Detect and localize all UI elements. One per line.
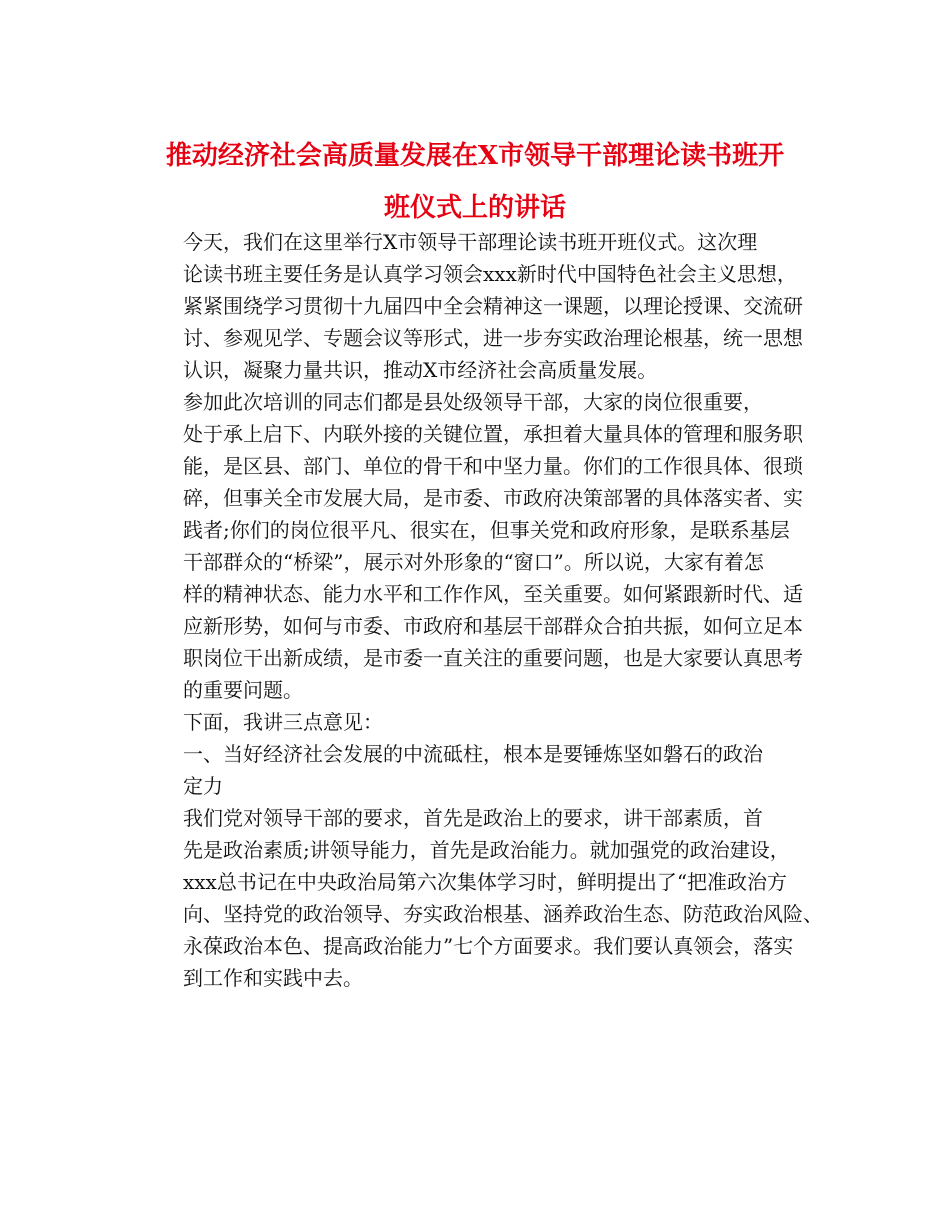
paragraph-line: xxx总书记在中央政治局第六次集体学习时，鲜明提出了“把准政治方: [183, 870, 788, 894]
paragraph: [143, 802, 823, 994]
paragraph: [143, 706, 815, 738]
paragraph-line: 先是政治素质;讲领导能力，首先是政治能力。就加强党的政治建设，: [183, 838, 790, 862]
paragraph-line: 的重要问题。: [183, 678, 303, 702]
paragraph-line: 职岗位干出新成绩，是市委一直关注的重要问题，也是大家要认真思考: [183, 646, 803, 670]
paragraph-line: 下面，我讲三点意见：: [183, 710, 383, 734]
title-line-1: 推动经济社会高质量发展在X市领导干部理论读书班开: [165, 141, 785, 171]
paragraph-line: 一、当好经济社会发展的中流砥柱，根本是要锤炼坚如磐石的政治: [183, 742, 763, 766]
paragraph-line: 认识，凝聚力量共识，推动X市经济社会高质量发展。: [183, 358, 658, 382]
paragraph-line: 干部群众的“桥梁”，展示对外形象的“窗口”。所以说，大家有着怎: [183, 550, 764, 574]
paragraph-line: 处于承上启下、内联外接的关键位置，承担着大量具体的管理和服务职: [183, 422, 803, 446]
paragraph-line: 能，是区县、部门、单位的骨干和中坚力量。你们的工作很具体、很琐: [183, 454, 803, 478]
paragraph-line: 到工作和实践中去。: [183, 966, 363, 990]
paragraph-line: 今天，我们在这里举行X市领导干部理论读书班开班仪式。这次理: [183, 230, 758, 254]
paragraph-line: 我们党对领导干部的要求，首先是政治上的要求，讲干部素质，首: [183, 806, 763, 830]
paragraph-line: 参加此次培训的同志们都是县处级领导干部，大家的岗位很重要，: [183, 390, 763, 414]
paragraph-line: 紧紧围绕学习贯彻十九届四中全会精神这一课题，以理论授课、交流研: [183, 294, 803, 318]
title-line-2: 班仪式上的讲话: [383, 193, 566, 223]
paragraph-line: 论读书班主要任务是认真学习领会xxx新时代中国特色社会主义思想，: [183, 262, 797, 286]
paragraph-line: 讨、参观见学、专题会议等形式，进一步夯实政治理论根基，统一思想: [183, 326, 803, 350]
paragraph-line: 碎，但事关全市发展大局，是市委、市政府决策部署的具体落实者、实: [183, 486, 803, 510]
document-title: [130, 130, 820, 234]
paragraph: [143, 738, 815, 802]
paragraph-line: 应新形势，如何与市委、市政府和基层干部群众合拍共振，如何立足本: [183, 614, 803, 638]
paragraph-line: 向、坚持党的政治领导、夯实政治根基、涵养政治生态、防范政治风险、: [183, 902, 823, 926]
paragraph: [143, 226, 815, 386]
paragraph-line: 永葆政治本色、提高政治能力”七个方面要求。我们要认真领会，落实: [183, 934, 794, 958]
paragraph-line: 定力: [183, 774, 223, 798]
paragraph-line: 样的精神状态、能力水平和工作作风，至关重要。如何紧跟新时代、适: [183, 582, 803, 606]
paragraph: [143, 386, 815, 706]
document-body: [143, 226, 823, 994]
paragraph-line: 践者;你们的岗位很平凡、很实在，但事关党和政府形象，是联系基层: [183, 518, 790, 542]
